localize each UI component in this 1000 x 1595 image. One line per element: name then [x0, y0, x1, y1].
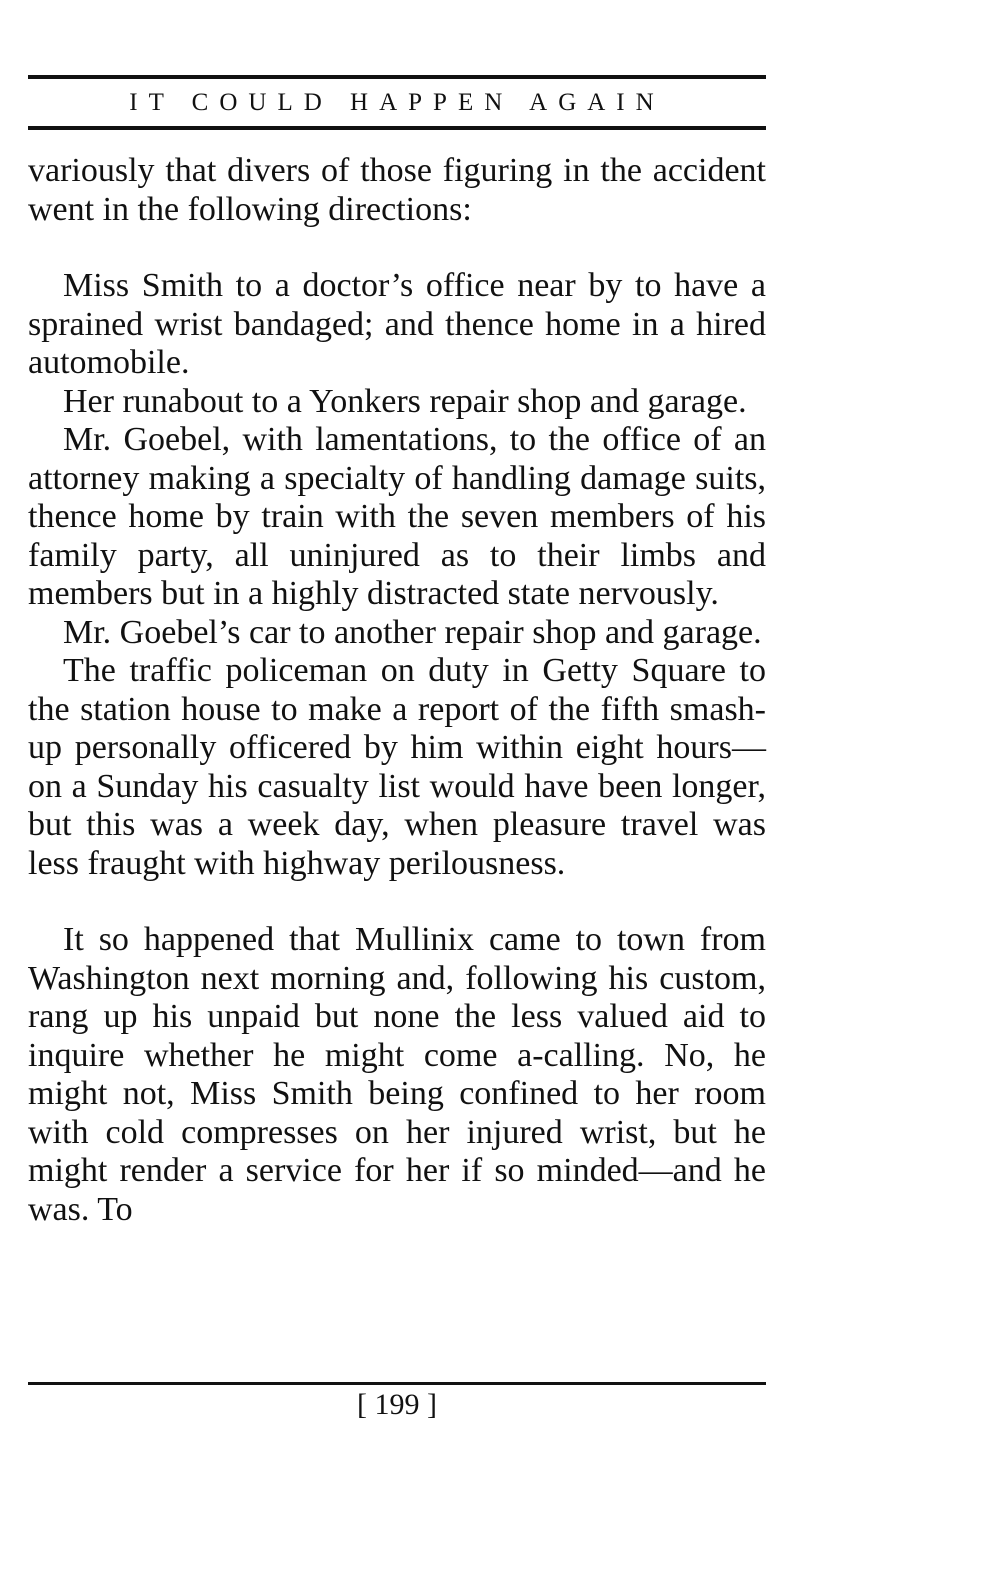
header-rule-bottom	[28, 126, 766, 130]
page-number: [ 199 ]	[357, 1388, 437, 1421]
list-item: Her runabout to a Yonkers repair shop and garage.	[63, 382, 747, 420]
running-title: IT COULD HAPPEN AGAIN	[129, 89, 665, 116]
body-text	[28, 152, 766, 1229]
list-item: The traffic policeman on duty in Getty Square to the station house to make a report of the fifth smash-up personally officered by him within eight hours—on a Sunday his casualty list would have been longer, but this was a week day, when pleasure travel was less fraught with highway perilousness.	[28, 652, 766, 882]
list-item: Mr. Goebel’s car to another repair shop and garage.	[63, 613, 762, 651]
paragraph-gap	[28, 229, 766, 267]
footer-rule	[28, 1382, 766, 1385]
intro-paragraph: variously that divers of those figuring in the accident went in the following directions:	[28, 152, 766, 228]
list-item: Mr. Goebel, with lamentations, to the office of an attorney making a specialty of handling damage suits, thence home by train with the seven members of his family party, all uninjured as to their limbs and members but in a highly distracted state nervously.	[28, 421, 766, 612]
closing-paragraph: It so happened that Mullinix came to town from Washington next morning and, following his custom, rang up his unpaid but none the less valued aid to inquire whether he might come a-calling. No, he might not, Miss Smith being confined to her room with cold compresses on her injured wrist, but he might render a service for her if so minded—and he was. To	[28, 921, 766, 1228]
book-page	[28, 0, 766, 1595]
list-item: Miss Smith to a doctor’s office near by to have a sprained wrist bandaged; and thence home in a hired automobile.	[28, 267, 766, 381]
paragraph-gap	[28, 883, 766, 921]
header-rule-top	[28, 75, 766, 79]
